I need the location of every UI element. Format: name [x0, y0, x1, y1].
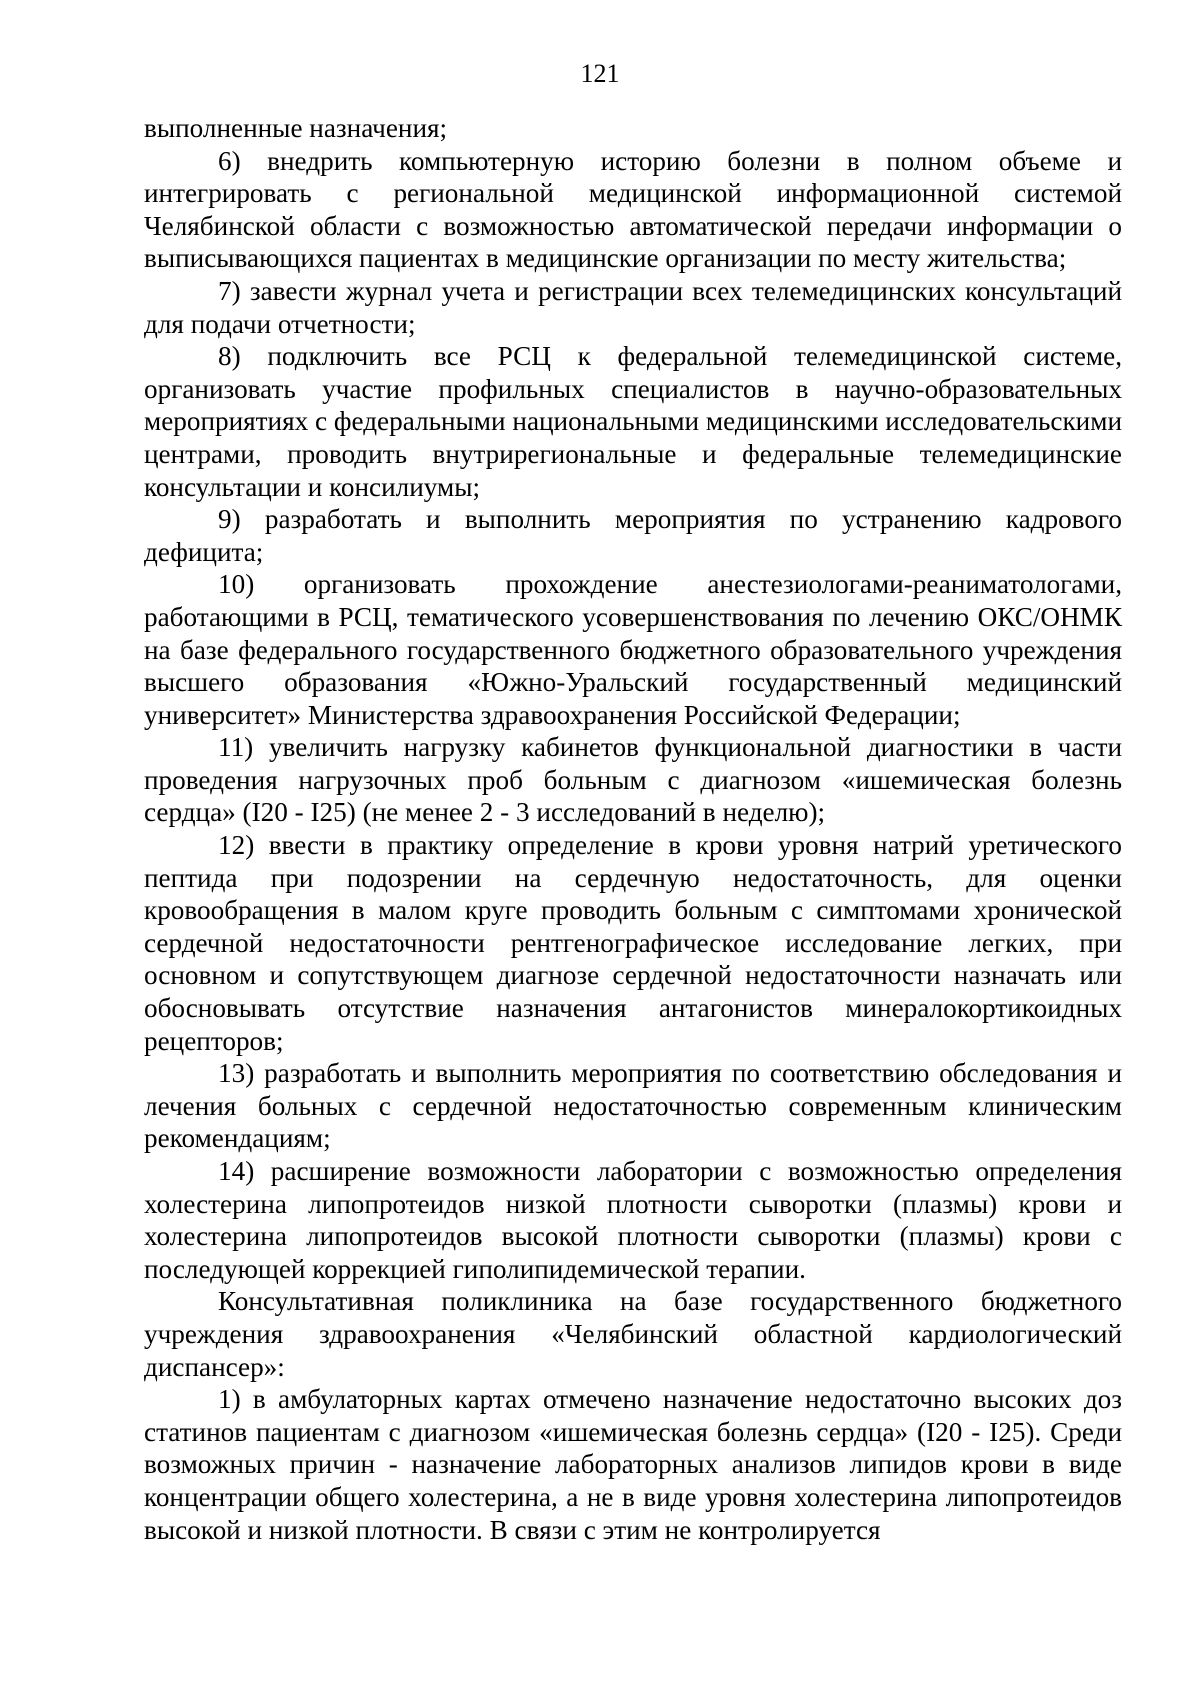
paragraph-item-14: 14) расширение возможности лаборатории с возможностью определения холестерина липопротеидов низкой плотности сыворотки (плазмы) крови и холестерина липопротеидов высокой плотности сыворотки (плазмы) крови с последующей коррекцией гиполипидемической терапии.	[144, 1156, 1122, 1284]
paragraph-section-heading: Консультативная поликлиника на базе государственного бюджетного учреждения здравоохранения «Челябинский областной кардиологический диспансер»:	[144, 1286, 1122, 1382]
paragraph-item-13: 13) разработать и выполнить мероприятия по соответствию обследования и лечения больных с сердечной недостаточностью современным клиническим рекомендациям;	[144, 1058, 1122, 1154]
paragraph-item-11: 11) увеличить нагрузку кабинетов функциональной диагностики в части проведения нагрузочных проб больным с диагнозом «ишемическая болезнь сердца» (I20 - I25) (не менее 2 - 3 исследований в неделю);	[144, 732, 1122, 828]
document-body	[144, 112, 1122, 1546]
paragraph-item-1: 1) в амбулаторных картах отмечено назначение недостаточно высоких доз статинов пациентам с диагнозом «ишемическая болезнь сердца» (I20 - I25). Среди возможных причин - назначение лабораторных анализов липидов крови в виде концентрации общего холестерина, а не в виде уровня холестерина липопротеидов высокой и низкой плотности. В связи с этим не контролируется	[144, 1384, 1122, 1545]
paragraph-item-8: 8) подключить все РСЦ к федеральной телемедицинской системе, организовать участие профильных специалистов в научно-образовательных мероприятиях с федеральными национальными медицинскими исследовательскими центрами, проводить внутрирегиональные и федеральные телемедицинские консультации и консилиумы;	[144, 341, 1122, 502]
page-number: 121	[580, 59, 620, 88]
paragraph-continuation: выполненные назначения;	[144, 113, 448, 143]
paragraph-item-9: 9) разработать и выполнить мероприятия по устранению кадрового дефицита;	[144, 504, 1122, 567]
paragraph-item-7: 7) завести журнал учета и регистрации всех телемедицинских консультаций для подачи отчетности;	[144, 275, 1122, 339]
paragraph-item-10: 10) организовать прохождение анестезиологами-реаниматологами, работающими в РСЦ, тематического усовершенствования по лечению ОКС/ОНМК на базе федерального государственного бюджетного образовательного учреждения высшего образования «Южно-Уральский государственный медицинский университет» Министерства здравоохранения Российской Федерации;	[144, 569, 1122, 730]
paragraph-item-12: 12) ввести в практику определение в крови уровня натрий уретического пептида при подозрении на сердечную недостаточность, для оценки кровообращения в малом круге проводить больным с симптомами хронической сердечной недостаточности рентгенографическое исследование легких, при основном и сопутствующем диагнозе сердечной недостаточности назначать или обосновывать отсутствие назначения антагонистов минералокортикоидных рецепторов;	[144, 830, 1122, 1056]
paragraph-item-6: 6) внедрить компьютерную историю болезни в полном объеме и интегрировать с региональной медицинской информационной системой Челябинской области с возможностью автоматической передачи информации о выписывающихся пациентах в медицинские организации по месту жительства;	[144, 145, 1122, 274]
